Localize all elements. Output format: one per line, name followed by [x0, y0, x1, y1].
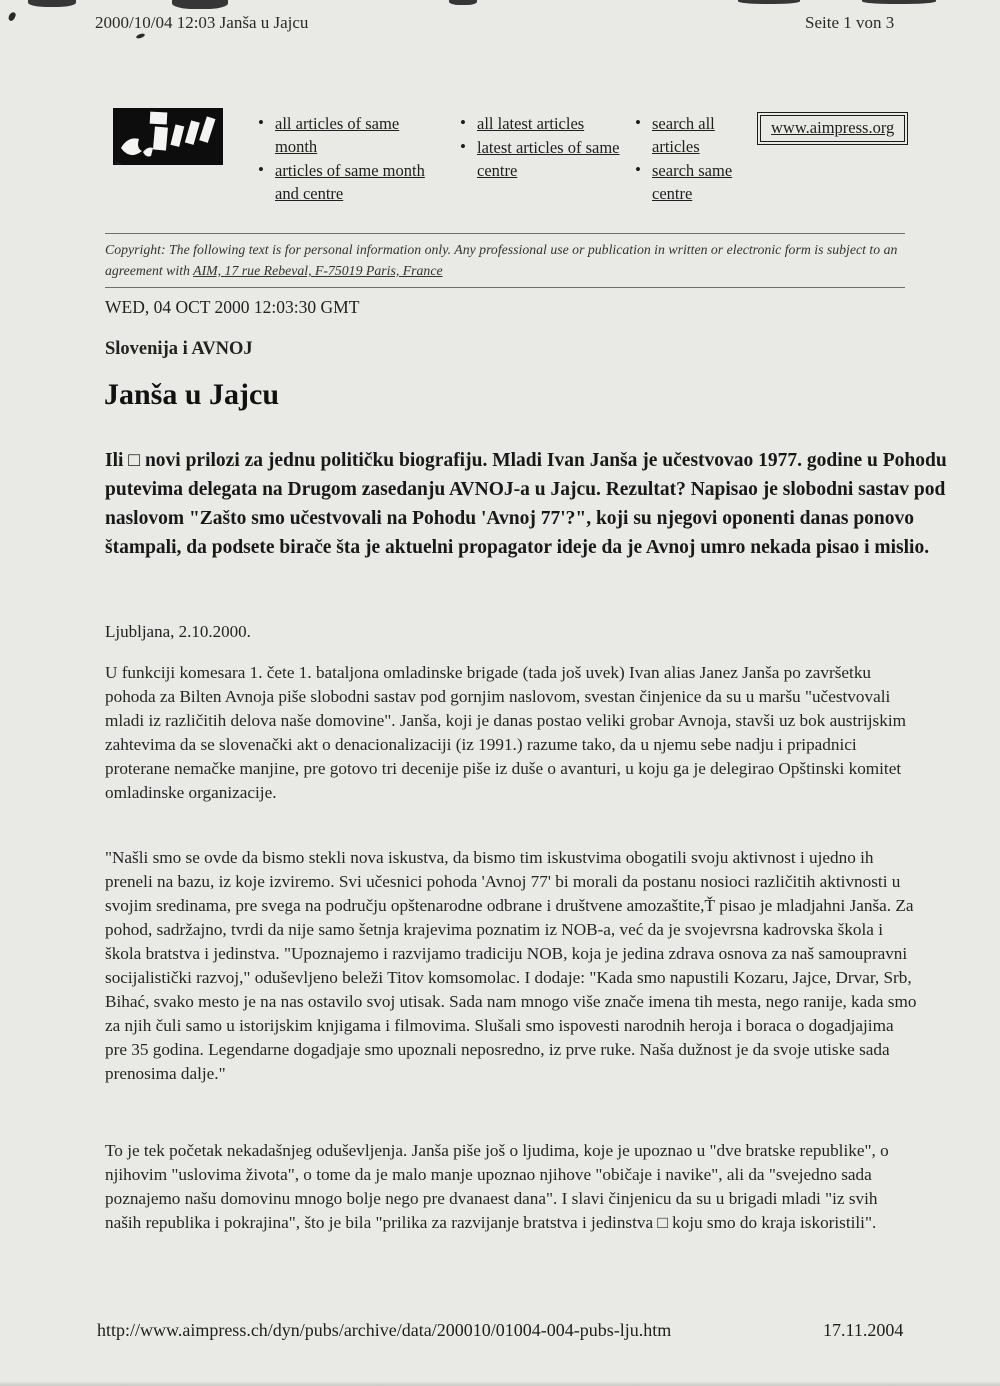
copyright-text: Copyright: The following text is for personal information only. Any professional use or publication in written or electronic form is subject to an agreement with	[105, 242, 898, 278]
site-nav	[0, 105, 1000, 217]
nav-item[interactable]	[256, 112, 434, 158]
copyright-notice	[105, 233, 905, 288]
scan-artifact	[28, 0, 76, 7]
article-title: Janša u Jajcu	[104, 378, 280, 411]
scan-artifact	[738, 0, 800, 4]
scan-artifact	[862, 0, 936, 4]
nav-link-search-same-centre[interactable]: search same centre	[652, 161, 733, 203]
nav-column-search	[633, 112, 763, 206]
print-header-page-number: Seite 1 von 3	[805, 13, 895, 32]
article-paragraph: U funkciji komesara 1. čete 1. bataljona omladinske brigade (tada još uvek) Ivan alias Janez Janša po završetku pohoda za Bilten Avnoja piše slobodni sastav pod gornjim naslovom, svestan činjenice da su u maršu "učestvovali mladi iz različitih delova naše domovine". Janša, koji je danas postao veliki grobar Avnoja, stavši uz bok austrijskim zahtevima da se slovenački akt o denacionalizaciji (iz 1991.) razume tako, da u njemu sebe nadju i pripadnici proterane nemačke manjine, pre gotovo tri decenije piše iz duše o avanturi, u koju ga je delegirao Opštinski komitet omladinske organizacije.	[105, 663, 906, 802]
nav-link-all-articles-same-month[interactable]: all articles of same month	[275, 114, 400, 156]
article-timestamp: WED, 04 OCT 2000 12:03:30 GMT	[105, 297, 360, 317]
scan-artifact	[449, 0, 477, 5]
nav-link-search-all-articles[interactable]: search all articles	[652, 114, 715, 156]
nav-column-month	[256, 112, 434, 206]
article-dateline: Ljubljana, 2.10.2000.	[105, 622, 251, 641]
nav-item[interactable]	[256, 159, 434, 205]
nav-link-latest-articles-same-centre[interactable]: latest articles of same centre	[477, 138, 620, 180]
article-paragraph: To je tek početak nekadašnjeg oduševljenja. Janša piše još o ljudima, koje je upoznao u "dve bratske republike", o njihovim "uslovima života", o tome da je malo manje upoznao njihove "običaje i navike", ali da "svejedno sada poznajemo našu domovinu mnogo bolje nego pre dvanaest dana". I slavi činjenicu da su u brigadi mladi "iz svih naših republika i pokrajina", što je bila "prilika za razvijanje bratstva i jedinstva □ koju smo do kraja iskoristili".	[105, 1141, 889, 1232]
scan-artifact	[172, 0, 228, 9]
website-link[interactable]: www.aimpress.org	[771, 118, 895, 137]
aim-logo[interactable]	[113, 108, 223, 165]
print-footer-url: http://www.aimpress.ch/dyn/pubs/archive/data/200010/01004-004-pubs-lju.htm	[97, 1320, 672, 1340]
article-kicker: Slovenija i AVNOJ	[105, 339, 253, 359]
nav-link-all-latest-articles[interactable]: all latest articles	[477, 114, 585, 133]
aim-logo-icon	[113, 108, 223, 165]
nav-column-latest	[458, 112, 626, 183]
nav-link-articles-same-month-centre[interactable]: articles of same month and centre	[275, 161, 425, 203]
print-footer-date: 17.11.2004	[823, 1320, 904, 1340]
nav-item[interactable]	[458, 136, 626, 182]
nav-item[interactable]	[633, 112, 763, 158]
article-lead: Ili □ novi prilozi za jednu političku biografiju. Mladi Ivan Janša je učestvovao 1977. godine u Pohodu putevima delegata na Drugom zasedanju AVNOJ-a u Jajcu. Rezultat? Napisao je slobodni sastav pod naslovom "Zašto smo učestvovali na Pohodu 'Avnoj 77'?", koji su njegovi oponenti danas ponovo štampali, da podsete birače šta je aktuelni propagator ideje da je Avnoj umro nekada pisao i mislio.	[105, 450, 947, 558]
copyright-address-link[interactable]: AIM, 17 rue Rebeval, F-75019 Paris, France	[193, 263, 443, 278]
scan-artifact	[136, 33, 146, 40]
scan-artifact	[7, 11, 16, 22]
nav-item[interactable]	[633, 159, 763, 205]
nav-item[interactable]	[458, 112, 626, 135]
article-paragraph: "Našli smo se ovde da bismo stekli nova iskustva, da bismo tim iskustvima obogatili svoju aktivnost i ujedno ih preneli na bazu, iz koje izviremo. Svi učesnici pohoda 'Avnoj 77' bi morali da postanu nosioci različitih aktivnosti u svojim sredinama, pre svega na području opštenarodne odbrane i društvene amozaštite,Ť pisao je mladjahni Janša. Za pohod, sadržajno, tvrdi da nije samo šetnja krajevima poznatim iz NOB-a, već da je svojevrsna kadrovska škola i škola bratstva i jedinstva. "Upoznajemo i razvijamo tradiciju NOB, koja je jedina zdrava osnova za naš samoupravni socijalistički razvoj," oduševljeno beleži Titov komsomolac. I dodaje: "Kada smo napustili Kozaru, Jajce, Drvar, Srb, Bihać, svako mesto je na nas ostavilo svoj utisak. Sada nam mnogo više znače imena tih mesta, nego ranije, kada smo za njih čuli samo u istorijskim knjigama i filmovima. Slušali smo ispovesti narodnih heroja i boraca o dogadjajima pre 35 godina. Legendarne dogadjaje smo upoznali neposredno, iz prve ruke. Naša dužnost je da svoje utiske sada prenosima dalje."	[105, 848, 917, 1083]
scan-artifact	[0, 1381, 1000, 1386]
print-header-title: 2000/10/04 12:03 Janša u Jajcu	[95, 13, 309, 32]
website-link-box[interactable]	[757, 112, 908, 145]
